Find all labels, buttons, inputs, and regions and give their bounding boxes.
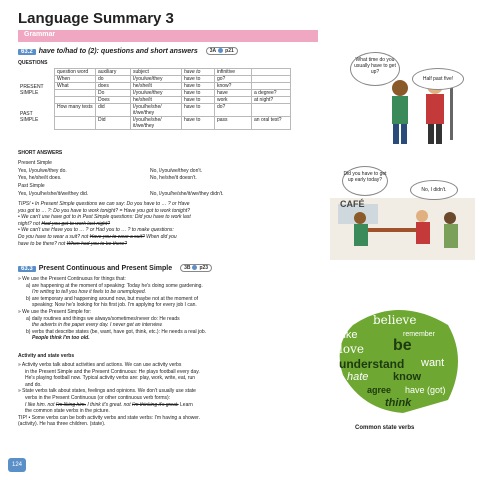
questions-table: [18, 68, 291, 130]
answer-text: No, he/she/it doesn't.: [150, 175, 197, 181]
tips-box: TIPS! • In Present Simple questions we can say: Do you have to … ? or Have you got to … ?: Do you have to work tonight? = Have you got to work tonight? • We can't use have got to in Past Simple questions: Did you have to work last night? not Had you got to work last night? • We can't use Have you to … ? or Had you to … ? to make questions: Do you have to wear a suit? not Have you to wear a suit? When did you have to be there? not When had you to be there?: [18, 201, 191, 247]
table-cell: an oral test?: [252, 117, 291, 130]
table-cell: have to: [182, 97, 215, 104]
table-cell: [55, 117, 96, 130]
cloud-word: remember: [403, 331, 435, 338]
table-cell: [252, 104, 291, 117]
table-cell: does: [96, 83, 131, 90]
table-cell: Did: [96, 117, 131, 130]
table-cell: have to: [182, 76, 215, 83]
table-cell: How many tests: [55, 104, 96, 117]
grammar-bar: [18, 30, 318, 42]
cloud-word: be: [393, 337, 412, 354]
table-cell: pass: [215, 117, 252, 130]
col-header: infinitive: [215, 69, 252, 76]
table-cell: he/she/it: [131, 97, 182, 104]
table-cell: Does: [96, 97, 131, 104]
past-simple-heading: Past Simple: [18, 183, 45, 189]
table-cell: he/she/it: [131, 83, 182, 90]
speech-bubble: Half past five!: [412, 68, 464, 90]
table-cell: When: [55, 76, 96, 83]
grammar-label: Grammar: [24, 31, 56, 38]
table-cell: [252, 83, 291, 90]
col-header: question word: [55, 69, 96, 76]
answer-text: No, I/you/he/she/it/we/they didn't.: [150, 191, 224, 197]
cafe-sign: CAFÉ: [340, 199, 365, 209]
table-cell: have to: [182, 83, 215, 90]
cloud-word: believe: [373, 313, 417, 327]
cloud-word: know: [393, 371, 422, 383]
speech-bubble: Did you have to get up early today?: [342, 166, 388, 196]
table-cell: I/you/we/they: [131, 76, 182, 83]
table-cell: [55, 97, 96, 104]
cloud-word: think: [385, 397, 412, 409]
answer-text: Yes, I/you/he/she/it/we/they did.: [18, 191, 89, 197]
col-header: auxiliary: [96, 69, 131, 76]
section-number: 63.3: [18, 266, 36, 272]
page-title: Language Summary 3: [18, 10, 174, 27]
table-cell: [252, 76, 291, 83]
table-cell: at night?: [252, 97, 291, 104]
present-continuous-rules: » We use the Present Continuous for things that: a) are happening at the moment of speaking: Today he's doing some gardening. I'm writing to tell you how it feels to be unemployed. b) are temporary and happening around now, but maybe not at the moment of speaking: Now he's looking for his first job. I'm applying for every job I can. » We use the Present Simple for: a) daily routines and things we always/sometimes/never do: He reads the adverts in the paper every day. I never get an interview. b) verbs that describe states (be, want, have got, think, etc.): He needs a real job. People think I'm too old.: [18, 276, 207, 342]
table-cell: Do: [96, 90, 131, 97]
cloud-word: like: [341, 329, 358, 341]
reference-tag: 3A p21: [206, 47, 238, 55]
speech-bubble: What time do you usually have to get up?: [350, 52, 400, 86]
table-cell: I/you/he/she/ it/we/they: [131, 117, 182, 130]
disc-icon: [218, 48, 223, 53]
past-simple-label: PAST SIMPLE: [20, 110, 39, 123]
col-header: have to: [182, 69, 215, 76]
cloud-word: hate: [347, 371, 369, 383]
activity-heading: Activity and state verbs: [18, 353, 75, 359]
answer-text: Yes, I/you/we/they do.: [18, 168, 67, 174]
table-cell: [55, 90, 96, 97]
answer-text: No, I/you/we/they don't.: [150, 168, 203, 174]
reference-tag: 3B p23: [180, 264, 212, 272]
section-title: Present Continuous and Present Simple: [38, 264, 173, 272]
image-caption: Common state verbs: [355, 425, 415, 431]
illustration-bus-stop: [330, 40, 475, 150]
col-header: subject: [131, 69, 182, 76]
table-cell: I/you/he/she/ it/we/they: [131, 104, 182, 117]
cloud-word: love: [339, 342, 364, 356]
questions-label: QUESTIONS: [18, 60, 48, 66]
table-cell: a degree?: [252, 90, 291, 97]
table-cell: What: [55, 83, 96, 90]
table-cell: have to: [182, 117, 215, 130]
table-cell: have: [215, 90, 252, 97]
col-header: [252, 69, 291, 76]
activity-text: » Activity verbs talk about activities and actions. We can use activity verbs in the Present Simple and the Present Continuous: He plays football every day. He's playing football now. Typical activity verbs are: play, work, write, eat, run and do. » State verbs talk about states, feelings and opinions. We don't usually use state verbs in the Present Continuous (or other continuous verb forms): I like him. not I'm liking him. I think it's great. not I'm thinking it's great. Learn the common state verbs in the picture. TIP! • Some verbs can be both activity verbs and state verbs: I'm having a shower. (activity). He has three children. (state).: [18, 362, 200, 428]
cloud-word: have (got): [405, 385, 446, 395]
state-verbs-word-cloud: [333, 305, 463, 415]
section-heading-present: [18, 264, 212, 272]
table-cell: know?: [215, 83, 252, 90]
section-title: have to/had to (2): questions and short answers: [38, 47, 198, 55]
table-cell: do?: [215, 104, 252, 117]
section-number: 63.2: [18, 49, 36, 55]
table-cell: work: [215, 97, 252, 104]
answer-text: Yes, he/she/it does.: [18, 175, 62, 181]
present-simple-heading: Present Simple: [18, 160, 52, 166]
table-cell: go?: [215, 76, 252, 83]
cloud-word: agree: [367, 385, 392, 395]
table-cell: have to: [182, 104, 215, 117]
speech-bubble: No, I didn't.: [410, 180, 458, 200]
cloud-word: understand: [339, 357, 405, 371]
table-cell: I/you/we/they: [131, 90, 182, 97]
short-answers-label: SHORT ANSWERS: [18, 150, 63, 156]
section-heading-have-to: [18, 47, 238, 55]
page-number: 124: [8, 458, 26, 472]
table-cell: do: [96, 76, 131, 83]
table-cell: have to: [182, 90, 215, 97]
cloud-word: want: [421, 357, 445, 369]
table-cell: did: [96, 104, 131, 117]
present-simple-label: PRESENT SIMPLE: [20, 83, 44, 96]
disc-icon: [192, 265, 197, 270]
